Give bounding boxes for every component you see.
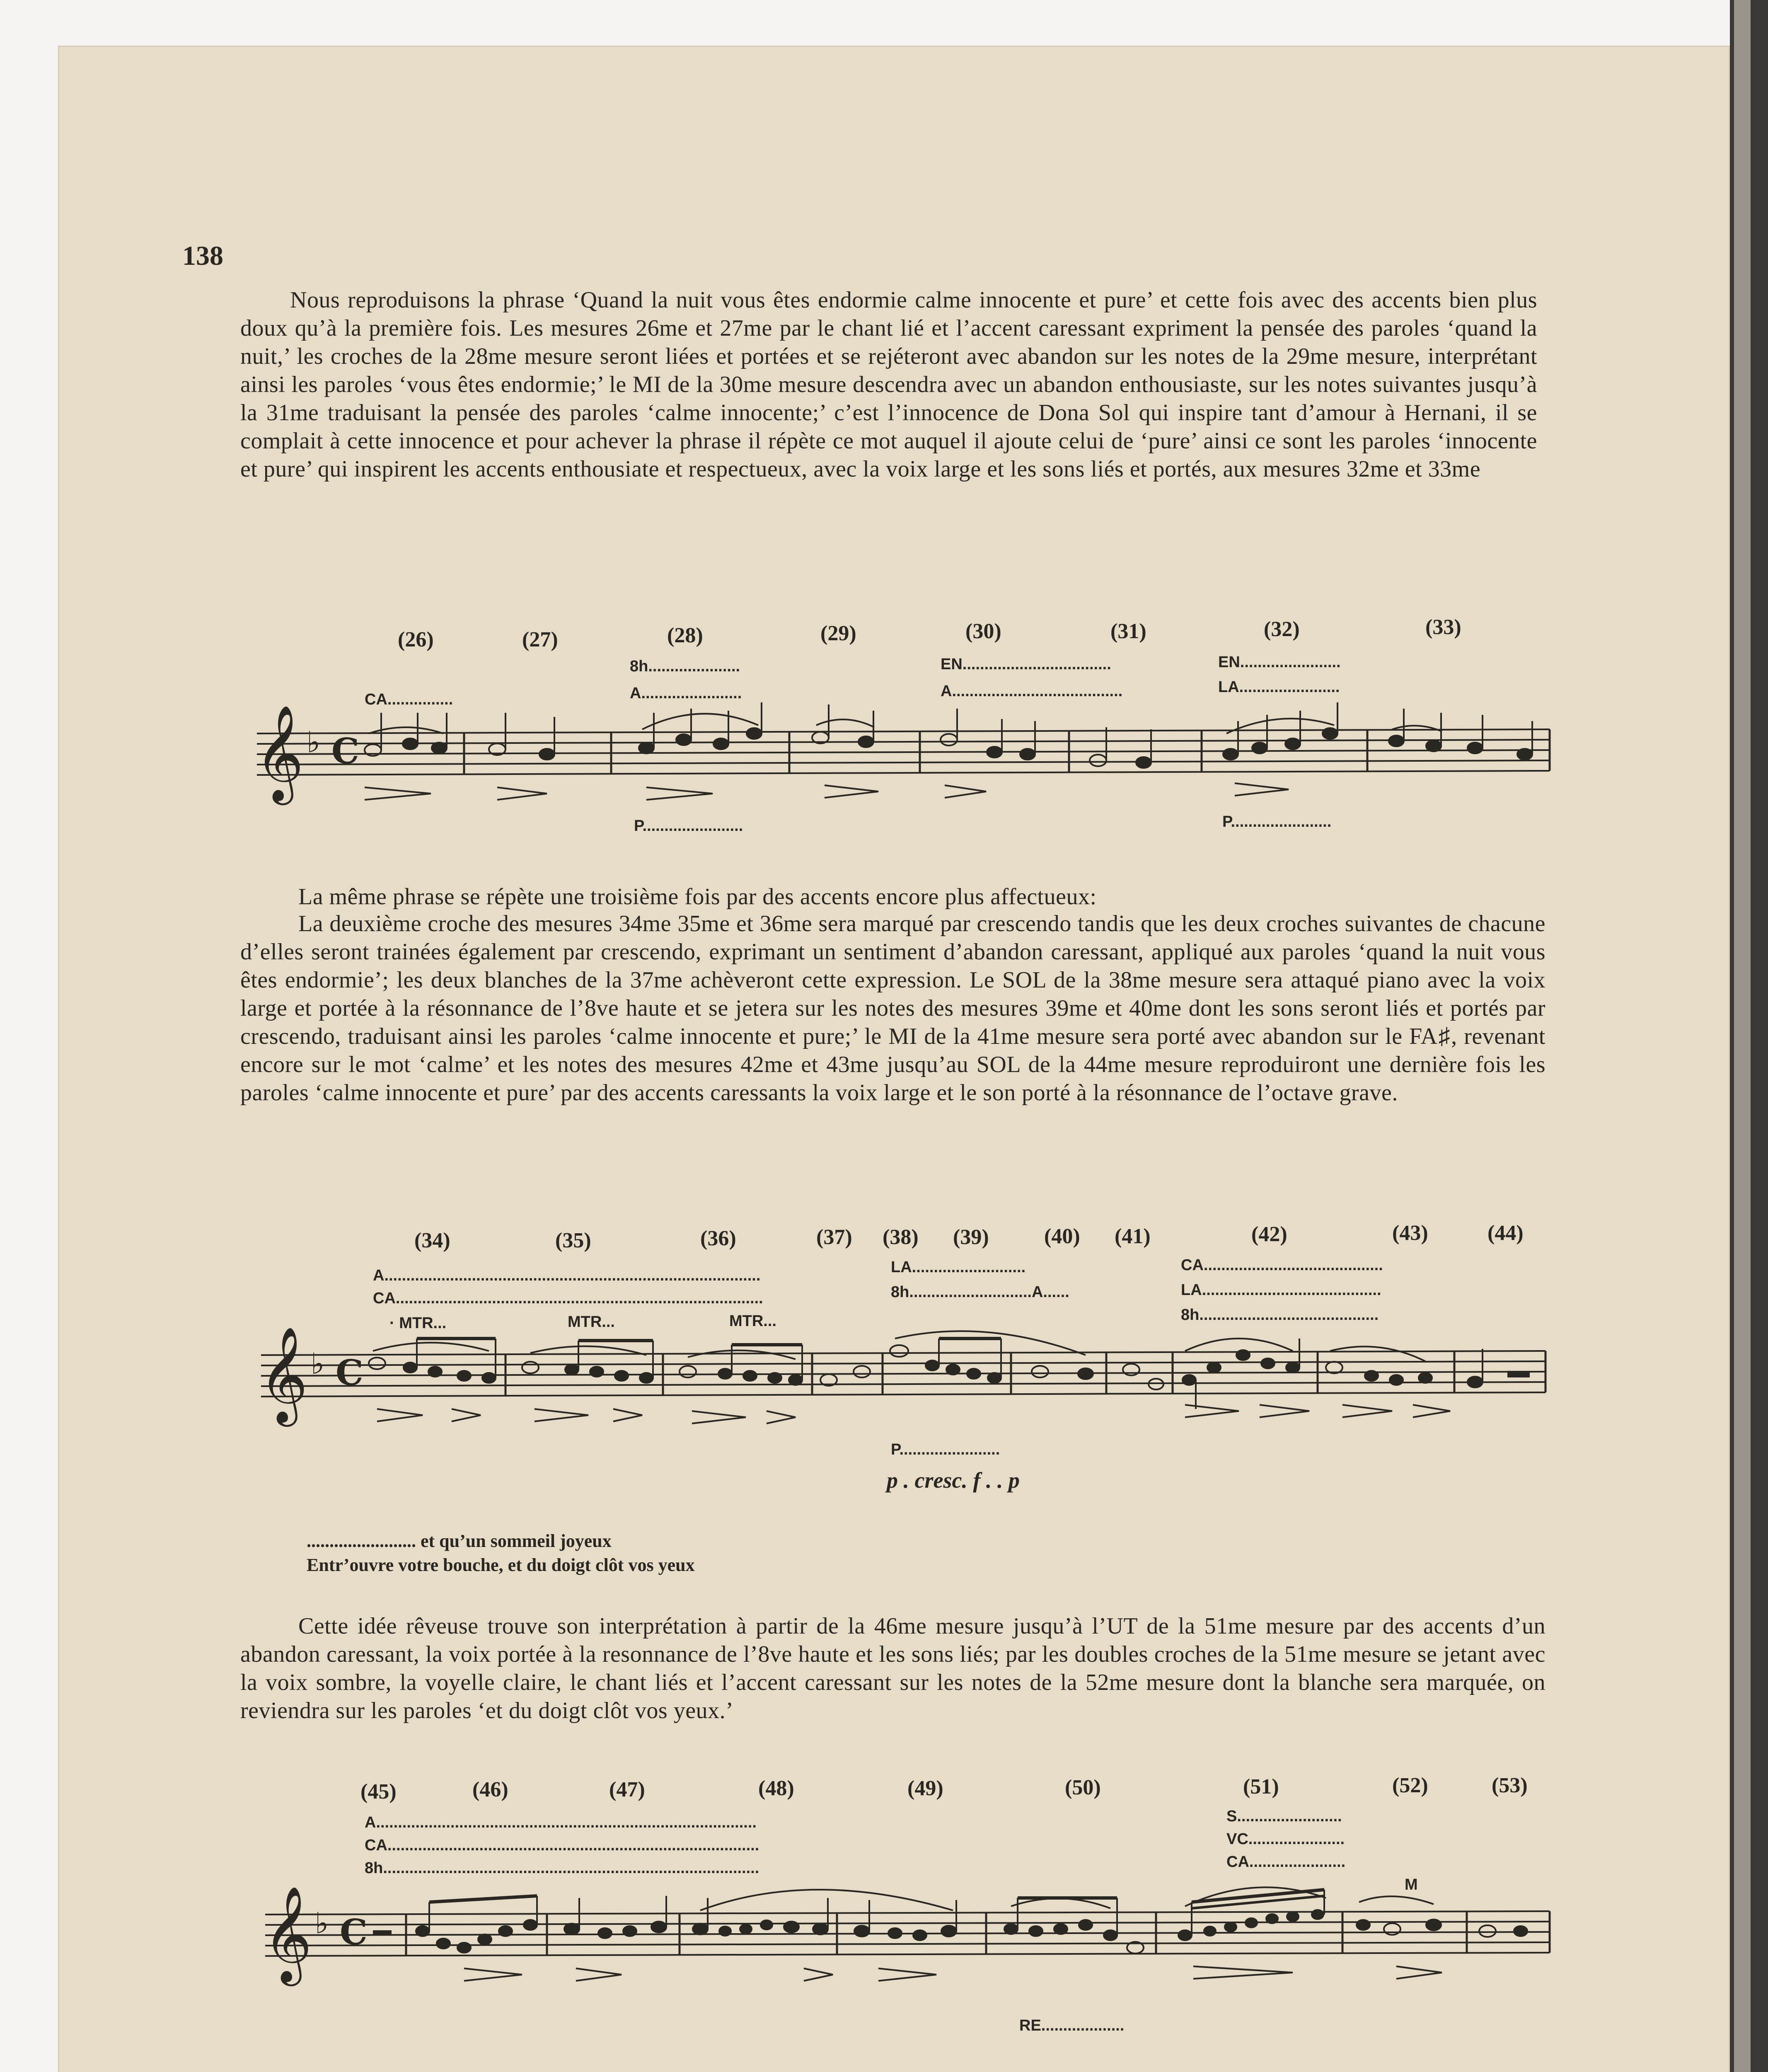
measure-number: (38) [883,1225,919,1249]
mark-re: RE................... [1019,2017,1125,2034]
mark-mtr: MTR... [729,1312,776,1330]
mark-octave: 8h......................................... [1181,1306,1379,1324]
mark-p: P....................... [891,1441,1000,1458]
mark-la: LA......................................... [1181,1281,1381,1299]
mark-en: EN....................... [1218,654,1341,671]
slurs-and-hairpins [373,1331,1450,1423]
mark-ca: CA..................................................................................... [365,1837,759,1854]
mark-en: EN.................................. [941,656,1111,673]
mark-la: LA....................... [1218,678,1340,696]
measure-number: (30) [965,620,1001,643]
measure-number: (35) [555,1229,591,1252]
measure-number: (26) [398,628,434,651]
measure-number: (50) [1065,1776,1101,1799]
measure-number: (39) [953,1225,989,1249]
notes [365,702,1532,768]
measure-number: (52) [1392,1774,1428,1797]
measure-number: (28) [667,624,703,647]
flat-icon: ♭ [315,1906,329,1940]
mark-octave: 8h..................... [630,658,740,675]
staff [261,1351,1545,1397]
time-signature: C [336,1352,363,1393]
measure-number: (48) [758,1777,794,1800]
mark-ca: CA...................... [1226,1853,1346,1871]
measure-number: (36) [700,1227,736,1250]
book-edge [1730,0,1768,2072]
verse-quote [307,1529,887,1577]
measure-number: (41) [1115,1225,1151,1248]
music-system-2 [232,1214,1558,1504]
measure-number: (31) [1110,620,1146,643]
time-signature: C [331,731,359,772]
mark-a: A....................................... [941,683,1123,700]
mark-s: S........................ [1226,1808,1342,1825]
mark-ca: CA............... [365,691,453,708]
mark-p: P....................... [1222,813,1332,830]
measure-number: (33) [1425,615,1461,639]
mark-a: A....................................................................................... [365,1814,757,1831]
mark-m: M [1405,1876,1418,1893]
verse-line: ........................ et qu’un sommeil joyeux [307,1531,612,1551]
paragraph-4: Cette idée rêveuse trouve son interprétation à partir de la 46me mesure jusqu’à l’UT de la 51me mesure par des accents d’un abandon caressant, la voix portée à la resonnance de l’8ve haute et les sons liés; par les doubles croches de la 51me mesure se jetant avec la voix sombre, la voyelle claire, le chant liés et l’accent caressant sur les notes de la 52me mesure dont la blanche sera marquée, on reviendra sur les paroles ‘et du doigt clôt vos yeux.’ [240,1613,1545,1723]
measure-number: (46) [472,1778,508,1801]
verse-line: Entr’ouvre votre bouche, et du doigt clôt vos yeux [307,1555,695,1575]
measure-number: (51) [1243,1775,1279,1798]
mark-mtr: MTR... [568,1313,615,1331]
measure-number: (53) [1492,1774,1528,1797]
music-system-3 [232,1765,1558,2047]
measure-number: (45) [360,1780,397,1803]
measure-number: (37) [816,1225,852,1249]
page-number: 138 [182,241,223,271]
mark-p: P....................... [634,817,743,835]
music-system-1 [232,609,1558,841]
mark-ca: CA......................................... [1181,1256,1383,1274]
measure-number: (29) [820,622,856,645]
measure-number: (42) [1251,1222,1287,1246]
measure-number: (27) [522,628,558,651]
flat-icon: ♭ [307,725,321,759]
measure-number: (47) [609,1778,645,1801]
measure-number: (44) [1487,1221,1524,1245]
mark-ca: CA.................................................................................... [373,1290,763,1307]
measure-number: (40) [1044,1225,1080,1248]
treble-clef-icon: 𝄞 [259,1326,308,1423]
notes [369,1339,1529,1409]
mark-mtr: · MTR... [389,1314,447,1332]
mark-a: A...................................................................................... [373,1267,761,1284]
flat-icon: ♭ [311,1347,325,1381]
measure-number: (34) [414,1229,450,1252]
paragraph-3: La deuxième croche des mesures 34me 35me et 36me sera marqué par crescendo tandis que les deux croches suivantes de chacune d’elles seront trainées également par crescendo, exprimant un sentiment d’abandon caressant, appliqué aux paroles ‘quand la nuit vous êtes endormie’; les deux blanches de la 37me achèveront cette expression. Le SOL de la 38me mesure sera attaqué piano avec la voix large et portée à la résonnance de l’8ve haute et se jetera sur les notes des mesures 39me et 40me dont les sons seront liés et portés par crescendo, traduisant ainsi les paroles ‘calme innocente et pure;’ le MI de la 41me mesure sera porté avec abandon sur le FA♯, revenant encore sur le mot ‘calme’ et les notes des mesures 42me et 43me jusqu’au SOL de la 44me mesure reproduiront une dernière fois les paroles ‘calme innocente et pure’ par des accents caressants la voix large et le son porté à la résonnance de l’octave grave. [240,911,1545,1106]
treble-clef-icon: 𝄞 [255,704,304,801]
dynamics: p . cresc. f . . p [887,1468,1020,1493]
rest [373,1930,392,1935]
staff [257,729,1550,775]
paragraph-2: La même phrase se répète une troisième fois par des accents encore plus affectueux: [298,884,1097,910]
treble-clef-icon: 𝄞 [263,1886,312,1982]
slurs-and-hairpins [365,714,1442,800]
measure-number: (49) [907,1777,943,1800]
mark-la: LA.......................... [891,1259,1026,1276]
measure-number: (32) [1264,617,1300,641]
time-signature: C [340,1912,368,1953]
paragraph-1: Nous reproduisons la phrase ‘Quand la nuit vous êtes endormie calme innocente et pure’ et cette fois avec des accents bien plus doux qu’à la première fois. Les mesures 26me et 27me par le chant lié et l’accent caressant expriment la pensée des paroles ‘quand la nuit,’ les croches de la 28me mesure seront liées et portées et se rejéteront avec abandon sur les notes de la 29me mesure, interprétant ainsi les paroles ‘vous êtes endormie;’ le MI de la 30me mesure descendra avec un abandon enthousiaste, sur les notes suivantes jusqu’à la 31me traduisant la pensée des paroles ‘calme innocente;’ c’est l’innocence de Dona Sol qui inspire tant d’amour à Hernani, il se complait à cette innocence et pour achever la phrase il répète ce mot auquel il ajoute celui de ‘pure’ ainsi ce sont les paroles ‘innocente et pure’ qui inspirent les accents enthousiate et respectueux, avec la voix large et les sons liés et portés, aux mesures 32me et 33me [240,287,1537,482]
mark-a: A....................... [630,685,742,702]
mark-octave: 8h............................A...... [891,1283,1069,1301]
mark-vc: VC...................... [1226,1830,1345,1848]
measure-number: (43) [1392,1221,1428,1245]
mark-octave: 8h...................................................................................... [365,1859,759,1877]
